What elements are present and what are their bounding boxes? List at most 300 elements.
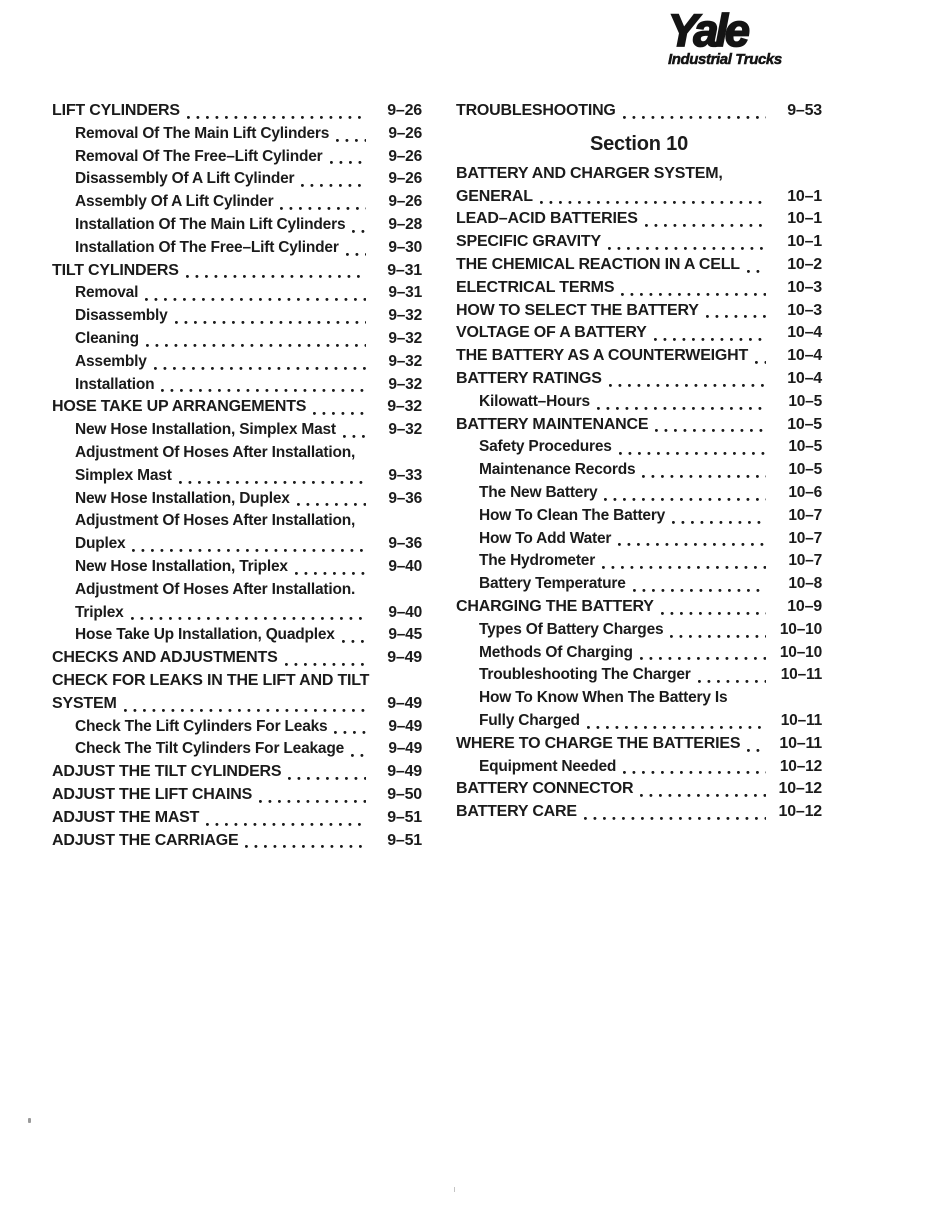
toc-entry [456,505,822,528]
toc-entry-line [75,602,422,625]
toc-entry-label: ADJUST THE LIFT CHAINS [52,785,253,803]
scan-artifact [454,1187,455,1192]
toc-columns [52,100,822,852]
toc-entry [52,419,422,442]
dot-leader [313,412,366,415]
toc-entry [52,168,422,191]
toc-page-number: 9–49 [388,740,422,758]
toc-entry [52,579,422,625]
toc-entry-line [479,436,822,459]
toc-page-number: 10–7 [788,552,822,570]
scan-artifact [28,1118,31,1123]
toc-entry [456,778,822,801]
toc-entry-label: Assembly [75,352,147,370]
dot-leader [342,640,366,643]
toc-entry [456,687,822,733]
dot-leader [602,566,766,569]
toc-page-number: 9–28 [388,215,422,233]
toc-entry-label: Kilowatt–Hours [479,392,590,410]
toc-entry-line [75,328,422,351]
toc-entry-line [75,488,422,511]
toc-entry-line [456,186,822,209]
dot-leader [245,845,366,848]
toc-entry [456,642,822,665]
toc-entry-label: Troubleshooting The Charger [479,666,691,684]
toc-entry [456,163,822,209]
toc-entry-label: Duplex [75,535,126,553]
toc-entry-label: THE CHEMICAL REACTION IN A CELL [456,255,740,273]
toc-entry-line [75,123,422,146]
toc-page-number: 10–3 [787,301,822,319]
toc-entry [52,784,422,807]
toc-entry-label: How To Clean The Battery [479,506,666,524]
toc-entry-line [479,550,822,573]
toc-page-number: 10–9 [787,597,822,615]
toc-entry [52,305,422,328]
toc-entry-line [75,282,422,305]
toc-entry-label: The Hydrometer [479,552,596,570]
toc-entry-label: Installation Of The Free–Lift Cylinder [75,238,339,256]
toc-entry-label: Removal [75,284,139,302]
toc-page-number: 9–26 [388,193,422,211]
toc-entry-label: Battery Temperature [479,575,626,593]
toc-entry-line [75,624,422,647]
toc-entry-line [456,208,822,231]
toc-entry-line [75,465,422,488]
toc-entry [52,214,422,237]
toc-page-number: 10–1 [787,210,822,228]
toc-entry [52,716,422,739]
toc-entry [456,459,822,482]
dot-leader [154,367,366,370]
toc-entry-label: ADJUST THE MAST [52,808,200,826]
toc-entry [456,756,822,779]
toc-entry-label: How To Add Water [479,529,612,547]
toc-page-number: 10–8 [788,575,822,593]
dot-leader [645,224,766,227]
toc-entry-line [456,596,822,619]
toc-page-number: 9–30 [388,238,422,256]
toc-entry [456,664,822,687]
toc-entry-label: Installation [75,375,155,393]
dot-leader [619,452,766,455]
toc-entry-label: VOLTAGE OF A BATTERY [456,324,647,342]
toc-entry [456,391,822,414]
toc-entry-label: LIFT CYLINDERS [52,102,180,119]
toc-entry-line [456,345,822,368]
toc-entry-line [75,146,422,169]
toc-entry-line [456,733,822,756]
toc-page-number: 10–1 [787,187,822,205]
toc-page-number: 10–5 [788,438,822,456]
toc-entry-label: BATTERY MAINTENANCE [456,415,649,433]
toc-entry-line [52,647,422,670]
toc-entry [456,436,822,459]
dot-leader [587,726,766,729]
toc-page-number: 9–40 [388,603,422,621]
dot-leader [179,481,366,484]
toc-entry [456,300,822,323]
toc-entry-label: Check The Lift Cylinders For Leaks [75,717,328,735]
dot-leader [175,321,366,324]
toc-entry [52,100,422,123]
toc-entry-label: GENERAL [456,187,533,205]
toc-entry [52,260,422,283]
yale-logo-wordmark: Yale [668,5,747,56]
dot-leader [597,407,766,410]
toc-entry-label: HOW TO SELECT THE BATTERY [456,301,699,319]
toc-entry-line [52,807,422,830]
toc-entry-label: Assembly Of A Lift Cylinder [75,193,274,211]
dot-leader [161,389,366,392]
toc-page-number: 10–4 [787,347,822,365]
toc-entry-label: THE BATTERY AS A COUNTERWEIGHT [456,347,749,365]
toc-page-number: 10–2 [787,255,822,273]
toc-entry-label: BATTERY RATINGS [456,369,602,387]
dot-leader [280,207,366,210]
toc-entry [52,624,422,647]
toc-entry [456,100,822,123]
toc-entry-label: BATTERY CARE [456,803,577,821]
toc-page-number: 10–7 [788,506,822,524]
toc-entry-label: New Hose Installation, Duplex [75,489,290,507]
toc-entry [52,282,422,305]
toc-page-number: 10–1 [787,233,822,251]
dot-leader [146,344,366,347]
toc-page-number: 9–49 [388,717,422,735]
toc-page-number: 10–10 [779,620,822,638]
toc-page-number: 9–26 [387,102,422,119]
toc-entry-line [479,528,822,551]
toc-entry [52,396,422,419]
toc-page-number: 10–11 [779,734,822,752]
toc-entry-line [75,168,422,191]
toc-entry [52,488,422,511]
dot-leader [698,680,766,683]
toc-page-number: 10–10 [779,643,822,661]
toc-entry-line [456,277,822,300]
dot-leader [640,794,766,797]
toc-entry [456,482,822,505]
dot-leader [285,663,366,666]
toc-page-number: 9–32 [388,307,422,325]
toc-entry-label: SPECIFIC GRAVITY [456,233,601,251]
dot-leader [623,116,766,119]
toc-entry-line [479,642,822,665]
toc-page-number: 9–32 [388,329,422,347]
toc-entry-line [75,214,422,237]
toc-entry-line [52,761,422,784]
toc-page-number: 10–5 [788,392,822,410]
toc-entry-line [52,260,422,283]
toc-entry-line [52,784,422,807]
dot-leader [124,709,366,712]
toc-entry-label: LEAD–ACID BATTERIES [456,210,638,228]
toc-page-number: 9–33 [388,466,422,484]
toc-page-number: 9–53 [787,102,822,119]
toc-entry [456,277,822,300]
toc-entry-line [456,801,822,824]
toc-entry-wrap-line: Adjustment Of Hoses After Installation. [75,580,356,598]
dot-leader [336,139,366,142]
toc-entry-line [456,322,822,345]
toc-entry [456,528,822,551]
dot-leader [618,543,766,546]
toc-entry-label: ELECTRICAL TERMS [456,278,615,296]
toc-entry [456,596,822,619]
toc-entry-wrap-line: CHECK FOR LEAKS IN THE LIFT AND TILT [52,671,370,689]
dot-leader [633,589,766,592]
toc-entry-line [456,414,822,437]
toc-entry-label: Removal Of The Free–Lift Cylinder [75,147,323,165]
toc-entry-line [456,778,822,801]
toc-entry-label: Triplex [75,603,124,621]
toc-entry-label: Maintenance Records [479,461,636,479]
dot-leader [346,253,366,256]
toc-page-number: 10–4 [787,324,822,342]
toc-page-number: 9–31 [387,261,422,279]
toc-entry-label: Removal Of The Main Lift Cylinders [75,124,330,142]
dot-leader [297,503,366,506]
dot-leader [747,270,766,273]
toc-entry-line [456,254,822,277]
dot-leader [343,435,366,438]
toc-entry-line [479,664,822,687]
toc-entry-label: Types Of Battery Charges [479,620,664,638]
toc-page-number: 9–26 [388,170,422,188]
toc-entry [52,830,422,853]
toc-entry-label: New Hose Installation, Triplex [75,557,288,575]
toc-entry [456,619,822,642]
toc-entry-label: CHECKS AND ADJUSTMENTS [52,649,278,667]
toc-entry-label: ADJUST THE CARRIAGE [52,831,239,849]
dot-leader [672,521,766,524]
toc-page-number: 10–3 [787,278,822,296]
toc-entry [52,738,422,761]
toc-entry-line [75,716,422,739]
toc-entry [456,231,822,254]
toc-page-number: 9–32 [388,421,422,439]
toc-entry [52,191,422,214]
toc-entry-line [479,710,822,733]
toc-entry-line [75,738,422,761]
toc-page-number: 9–36 [388,535,422,553]
toc-entry [52,556,422,579]
toc-entry-label: Disassembly [75,307,168,325]
dot-leader [145,298,366,301]
dot-leader [655,429,766,432]
dot-leader [540,201,766,204]
toc-page-number: 9–49 [387,649,422,667]
toc-entry-label: Methods Of Charging [479,643,633,661]
toc-entry [52,146,422,169]
toc-entry-line [75,556,422,579]
toc-entry-line [479,482,822,505]
toc-entry-label: TILT CYLINDERS [52,261,179,279]
toc-entry [52,123,422,146]
dot-leader [295,572,366,575]
toc-entry-wrap-line: How To Know When The Battery Is [479,689,728,707]
toc-left-column [52,100,422,852]
dot-leader [670,635,766,638]
toc-entry [456,414,822,437]
toc-entry-line [456,100,822,123]
dot-leader [604,498,766,501]
toc-entry [52,761,422,784]
toc-page-number: 10–12 [778,803,822,821]
toc-entry [52,442,422,488]
toc-page-number: 10–7 [788,529,822,547]
toc-entry-label: Equipment Needed [479,757,617,775]
dot-leader [131,617,366,620]
toc-entry-label: SYSTEM [52,694,117,712]
toc-entry [456,322,822,345]
toc-entry [456,208,822,231]
dot-leader [623,771,766,774]
toc-entry-label: Check The Tilt Cylinders For Leakage [75,740,345,758]
dot-leader [584,817,766,820]
toc-entry-label: BATTERY CONNECTOR [456,780,634,798]
toc-entry-label: Simplex Mast [75,466,172,484]
toc-entry-label: HOSE TAKE UP ARRANGEMENTS [52,398,307,416]
toc-entry-line [479,573,822,596]
toc-page-number: 10–12 [778,780,822,798]
dot-leader [661,612,766,615]
toc-entry [52,670,422,716]
toc-page-number: 9–31 [388,284,422,302]
toc-entry-label: The New Battery [479,483,598,501]
toc-entry [52,374,422,397]
dot-leader [654,338,766,341]
dot-leader [288,777,366,780]
toc-entry-line [75,351,422,374]
toc-right-column [456,100,822,852]
dot-leader [706,315,766,318]
toc-entry-label: Disassembly Of A Lift Cylinder [75,170,295,188]
toc-page-number: 9–51 [387,831,422,849]
toc-page-number: 9–26 [388,124,422,142]
toc-entry [52,510,422,556]
yale-logo [668,5,782,68]
dot-leader [609,384,766,387]
toc-entry-line [75,305,422,328]
toc-page-number: 9–26 [388,147,422,165]
dot-leader [642,475,766,478]
toc-entry-label: CHARGING THE BATTERY [456,597,654,615]
toc-entry [456,345,822,368]
toc-entry [456,368,822,391]
toc-entry-line [75,191,422,214]
dot-leader [301,184,366,187]
toc-entry-line [52,100,422,123]
yale-logo-tagline: Industrial Trucks [668,51,782,68]
toc-page-number: 9–51 [387,808,422,826]
toc-entry-line [456,368,822,391]
toc-entry [456,733,822,756]
toc-entry [456,550,822,573]
toc-page-number: 9–36 [388,489,422,507]
toc-page-number: 9–45 [388,626,422,644]
toc-entry-line [75,374,422,397]
toc-entry [52,351,422,374]
toc-page-number: 10–11 [780,711,822,729]
toc-entry-line [75,419,422,442]
toc-entry-line [75,237,422,260]
dot-leader [330,161,367,164]
toc-page-number: 10–6 [788,483,822,501]
toc-entry-label: Hose Take Up Installation, Quadplex [75,626,335,644]
toc-entry-line [456,231,822,254]
toc-entry-label: New Hose Installation, Simplex Mast [75,421,336,439]
toc-entry-label: TROUBLESHOOTING [456,102,616,119]
dot-leader [621,293,766,296]
toc-entry-line [75,533,422,556]
toc-entry [456,801,822,824]
toc-entry-label: Installation Of The Main Lift Cylinders [75,215,346,233]
toc-entry-wrap-line: Adjustment Of Hoses After Installation, [75,512,356,530]
toc-entry-line [479,619,822,642]
toc-entry [456,573,822,596]
dot-leader [334,731,366,734]
dot-leader [132,549,366,552]
toc-entry-wrap-line: Adjustment Of Hoses After Installation, [75,443,356,461]
toc-entry-label: ADJUST THE TILT CYLINDERS [52,763,282,781]
toc-page-number: 10–11 [780,666,822,684]
toc-page-number: 9–40 [388,557,422,575]
toc-entry [52,328,422,351]
toc-entry [52,647,422,670]
toc-entry-line [52,693,422,716]
dot-leader [755,361,766,364]
toc-entry [52,807,422,830]
toc-entry-label: Fully Charged [479,711,580,729]
toc-entry-line [52,830,422,853]
dot-leader [640,657,766,660]
toc-entry [456,254,822,277]
toc-entry-line [52,396,422,419]
dot-leader [206,823,366,826]
dot-leader [351,754,366,757]
toc-page-number: 10–5 [788,461,822,479]
toc-entry-wrap-line: BATTERY AND CHARGER SYSTEM, [456,164,723,182]
dot-leader [187,116,366,119]
dot-leader [747,749,766,752]
toc-page-number: 10–4 [787,369,822,387]
toc-page-number: 9–32 [388,375,422,393]
dot-leader [186,275,366,278]
dot-leader [608,247,766,250]
toc-page-number: 9–49 [387,763,422,781]
dot-leader [259,800,366,803]
toc-page-number: 10–12 [779,757,822,775]
toc-page-number: 9–49 [387,694,422,712]
toc-entry-line [479,391,822,414]
toc-page-number: 9–50 [387,785,422,803]
toc-entry-label: Safety Procedures [479,438,612,456]
toc-page-number: 9–32 [387,398,422,416]
toc-entry-line [479,756,822,779]
toc-page-number: 9–32 [388,352,422,370]
toc-entry [52,237,422,260]
toc-page-number: 10–5 [787,415,822,433]
section-heading: Section 10 [589,132,689,155]
toc-entry-label: WHERE TO CHARGE THE BATTERIES [456,734,741,752]
toc-entry-line [479,459,822,482]
dot-leader [352,230,366,233]
toc-entry-line [479,505,822,528]
toc-entry-line [456,300,822,323]
toc-entry-label: Cleaning [75,329,139,347]
